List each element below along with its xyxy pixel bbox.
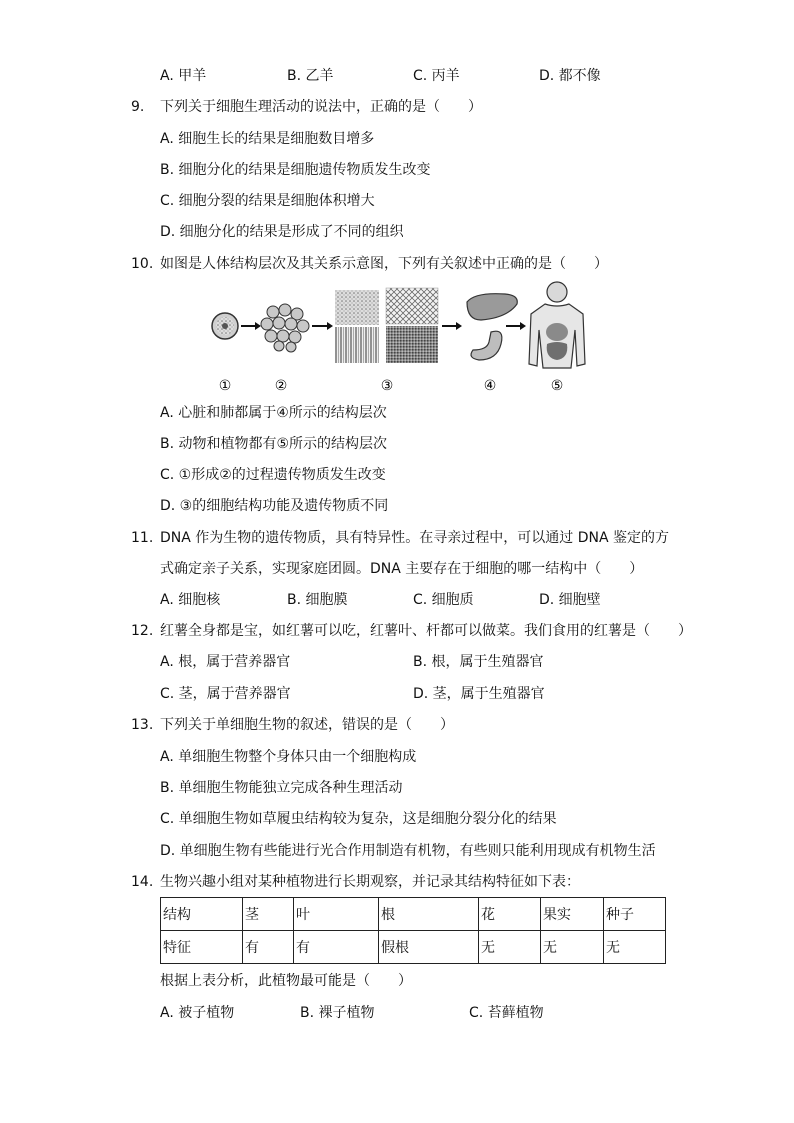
q13-option-c: C. 单细胞生物如草履虫结构较为复杂，这是细胞分裂分化的结果 <box>160 811 557 827</box>
table-cell: 种子 <box>604 898 666 931</box>
arrow-icon <box>442 322 462 330</box>
table-cell: 有 <box>243 931 294 964</box>
table-row <box>161 931 666 964</box>
q11-option-b: B. 细胞膜 <box>287 592 348 608</box>
q10-stem: 如图是人体结构层次及其关系示意图，下列有关叙述中正确的是（ ） <box>160 256 608 272</box>
q8-option-d: D. 都不像 <box>539 68 601 84</box>
q14-number: 14. <box>131 874 154 890</box>
plant-structure-table <box>160 897 666 964</box>
q12-stem: 红薯全身都是宝，如红薯可以吃，红薯叶、杆都可以做菜。我们食用的红薯是（ ） <box>160 623 692 639</box>
figure-label-2: ② <box>274 378 288 394</box>
q10-option-a: A. 心脏和肺都属于④所示的结构层次 <box>160 405 387 421</box>
figure-label-4: ④ <box>483 378 497 394</box>
table-cell: 假根 <box>379 931 479 964</box>
q12-option-c: C. 茎，属于营养器官 <box>160 686 291 702</box>
table-cell: 无 <box>604 931 666 964</box>
table-cell: 无 <box>479 931 541 964</box>
q9-option-d: D. 细胞分化的结果是形成了不同的组织 <box>160 224 404 240</box>
q9-option-a: A. 细胞生长的结果是细胞数目增多 <box>160 131 375 147</box>
q11-option-a: A. 细胞核 <box>160 592 221 608</box>
table-cell: 花 <box>479 898 541 931</box>
q10-option-c: C. ①形成②的过程遗传物质发生改变 <box>160 467 386 483</box>
q9-stem: 下列关于细胞生理活动的说法中，正确的是（ ） <box>160 99 482 115</box>
q9-number: 9. <box>131 99 145 115</box>
table-cell: 根 <box>379 898 479 931</box>
q11-stem-line2: 式确定亲子关系，实现家庭团圆。DNA 主要存在于细胞的哪一结构中（ ） <box>160 561 644 577</box>
q8-option-c: C. 丙羊 <box>413 68 460 84</box>
arrow-icon <box>241 322 261 330</box>
body-structure-figure <box>205 280 605 395</box>
q12-option-d: D. 茎，属于生殖器官 <box>413 686 545 702</box>
q9-option-b: B. 细胞分化的结果是细胞遗传物质发生改变 <box>160 162 431 178</box>
table-row <box>161 898 666 931</box>
arrow-icon <box>506 322 526 330</box>
table-cell: 有 <box>294 931 379 964</box>
tissue-images <box>335 288 438 363</box>
figure-label-1: ① <box>218 378 232 394</box>
q14-followup: 根据上表分析，此植物最可能是（ ） <box>160 973 412 989</box>
q13-option-d: D. 单细胞生物有些能进行光合作用制造有机物，有些则只能利用现成有机物生活 <box>160 843 656 859</box>
q11-option-c: C. 细胞质 <box>413 592 474 608</box>
q14-option-a: A. 被子植物 <box>160 1005 235 1021</box>
human-body-icon <box>529 282 585 368</box>
arrow-icon <box>312 322 333 330</box>
q10-option-b: B. 动物和植物都有⑤所示的结构层次 <box>160 436 388 452</box>
q11-number: 11. <box>131 530 154 546</box>
table-cell: 茎 <box>243 898 294 931</box>
stomach-icon <box>471 331 502 360</box>
q13-option-a: A. 单细胞生物整个身体只由一个细胞构成 <box>160 749 417 765</box>
q14-option-b: B. 裸子植物 <box>300 1005 375 1021</box>
q13-stem: 下列关于单细胞生物的叙述，错误的是（ ） <box>160 717 454 733</box>
q11-stem-line1: DNA 作为生物的遗传物质，具有特异性。在寻亲过程中，可以通过 DNA 鉴定的方 <box>160 530 670 546</box>
table-cell: 结构 <box>161 898 243 931</box>
figure-label-3: ③ <box>380 378 394 394</box>
q11-option-d: D. 细胞壁 <box>539 592 601 608</box>
q10-option-d: D. ③的细胞结构功能及遗传物质不同 <box>160 498 389 514</box>
q8-option-b: B. 乙羊 <box>287 68 334 84</box>
q12-option-b: B. 根，属于生殖器官 <box>413 654 544 670</box>
table-cell: 特征 <box>161 931 243 964</box>
table-cell: 无 <box>541 931 604 964</box>
q9-option-c: C. 细胞分裂的结果是细胞体积增大 <box>160 193 375 209</box>
cell-cluster-icon <box>261 304 309 352</box>
q14-option-c: C. 苔藓植物 <box>469 1005 544 1021</box>
q12-option-a: A. 根，属于营养器官 <box>160 654 291 670</box>
figure-label-5: ⑤ <box>550 378 564 394</box>
liver-icon <box>467 294 517 320</box>
q13-number: 13. <box>131 717 154 733</box>
q12-number: 12. <box>131 623 154 639</box>
q8-option-a: A. 甲羊 <box>160 68 207 84</box>
table-cell: 果实 <box>541 898 604 931</box>
fertilized-egg-icon <box>212 313 238 339</box>
q10-number: 10. <box>131 256 154 272</box>
q14-stem: 生物兴趣小组对某种植物进行长期观察，并记录其结构特征如下表： <box>160 874 580 890</box>
table-cell: 叶 <box>294 898 379 931</box>
q13-option-b: B. 单细胞生物能独立完成各种生理活动 <box>160 780 403 796</box>
